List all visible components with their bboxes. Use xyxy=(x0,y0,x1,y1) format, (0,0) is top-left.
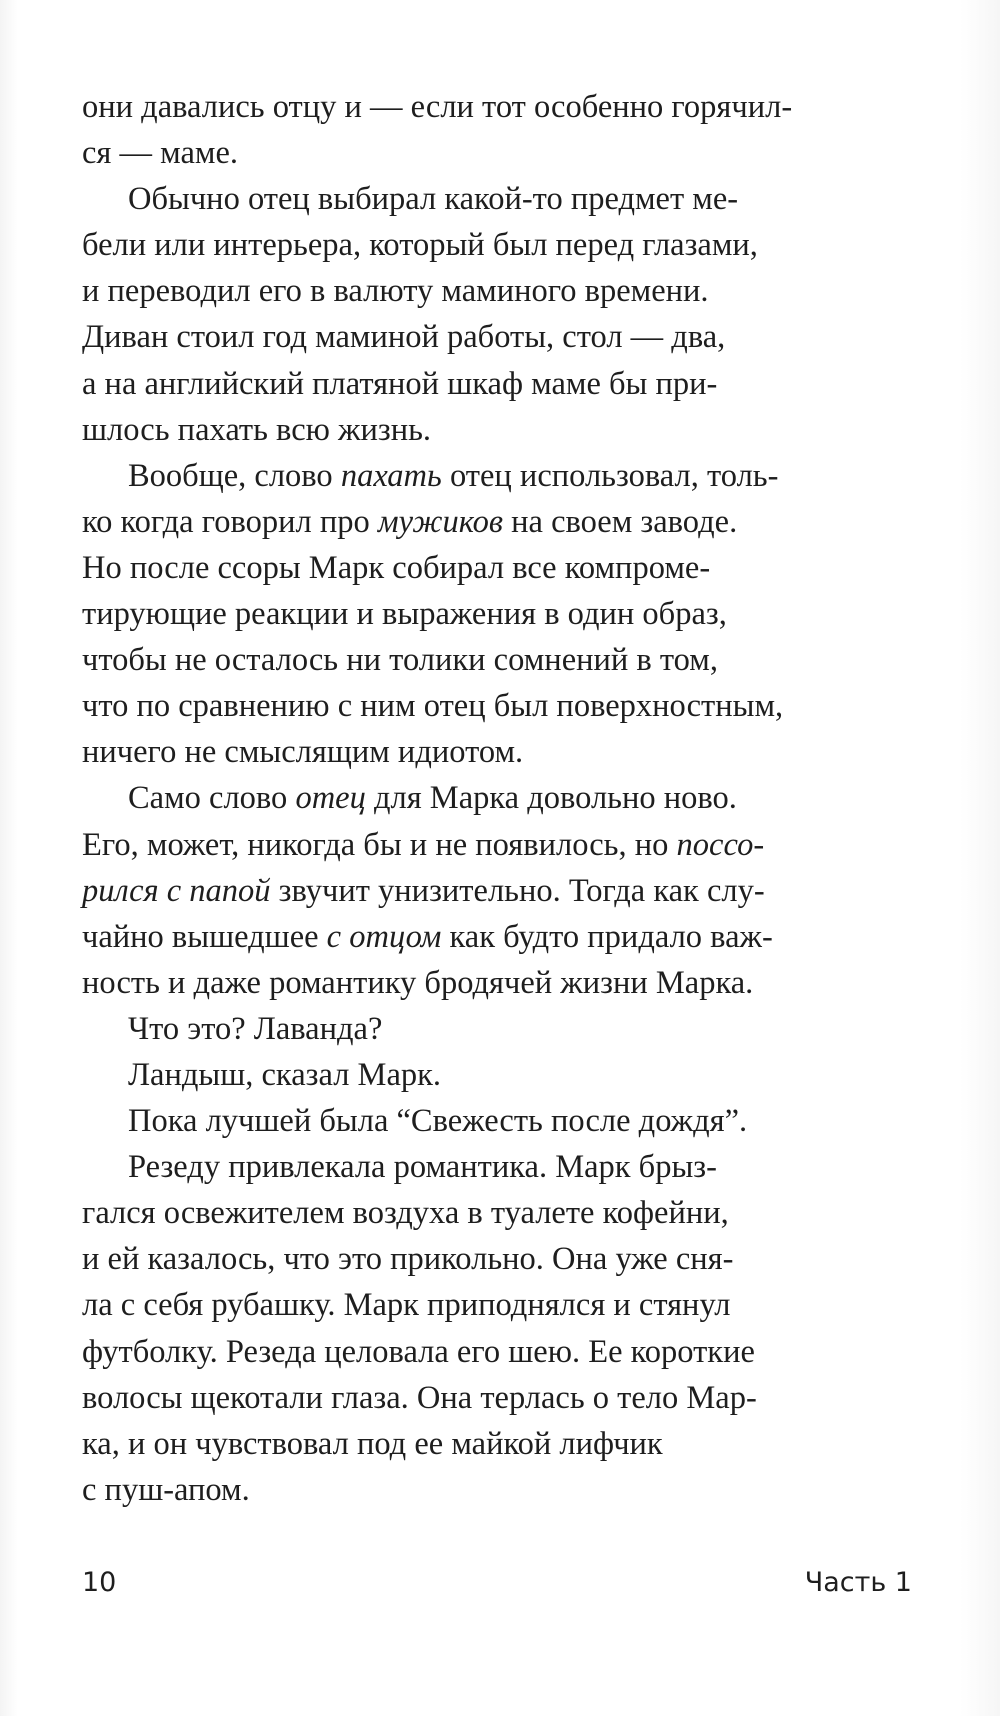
text-line: футболку. Резеда целовала его шею. Ее короткие xyxy=(82,1333,755,1370)
text-line: Резеду привлекала романтика. Марк брыз- xyxy=(128,1149,717,1186)
italic-text: пахать xyxy=(340,457,442,494)
text-line: бели или интерьера, который был перед глазами, xyxy=(82,227,758,264)
page-number: 10 xyxy=(82,1567,117,1598)
text-line: и переводил его в валюту маминого времени. xyxy=(82,273,709,310)
text-line: ничего не смыслящим идиотом. xyxy=(82,734,524,771)
text-line: и ей казалось, что это прикольно. Она уже сня- xyxy=(82,1241,734,1278)
text-line xyxy=(82,453,922,499)
text-run: Его, может, никогда бы и не появилось, но xyxy=(82,826,677,863)
text-run: ко когда говорил про xyxy=(82,503,378,540)
italic-text: мужиков xyxy=(377,503,504,540)
text-line: шлось пахать всю жизнь. xyxy=(82,411,432,448)
text-line: чтобы не осталось ни толики сомнений в том, xyxy=(82,642,718,679)
text-line: ность и даже романтику бродячей жизни Марка. xyxy=(82,964,754,1001)
text-line xyxy=(82,868,922,914)
text-run: звучит унизительно. Тогда как слу- xyxy=(270,872,765,909)
italic-text: с отцом xyxy=(326,918,442,955)
text-line: ся — маме. xyxy=(82,135,239,172)
body-text xyxy=(82,84,922,1513)
text-line: тирующие реакции и выражения в один образ, xyxy=(82,596,727,633)
text-line: что по сравнению с ним отец был поверхностным, xyxy=(82,688,784,725)
text-line: Диван стоил год маминой работы, стол — два, xyxy=(82,319,726,356)
text-line: Но после ссоры Марк собирал все компроме- xyxy=(82,549,711,586)
italic-text: поссо- xyxy=(676,826,765,863)
italic-text: отец xyxy=(295,780,366,817)
text-line xyxy=(82,499,922,545)
italic-text: рился с папой xyxy=(82,872,271,909)
text-run: Само слово xyxy=(128,780,296,817)
text-run: для Марка довольно ново. xyxy=(365,780,737,817)
text-line: они давались отцу и — если тот особенно горячил- xyxy=(82,89,793,125)
page-footer xyxy=(82,1567,912,1607)
text-line: а на английский платяной шкаф маме бы при- xyxy=(82,365,718,402)
text-run: чайно вышедшее xyxy=(82,918,327,955)
text-line: гался освежителем воздуха в туалете кофейни, xyxy=(82,1195,729,1232)
text-line xyxy=(82,822,922,868)
text-line xyxy=(82,775,922,821)
text-line: ла с себя рубашку. Марк приподнялся и стянул xyxy=(82,1287,731,1324)
text-line: волосы щекотали глаза. Она терлась о тело Мар- xyxy=(82,1379,757,1416)
section-label: Часть 1 xyxy=(804,1567,912,1598)
text-line: Ландыш, сказал Марк. xyxy=(128,1056,442,1093)
text-line: Обычно отец выбирал какой-то предмет ме- xyxy=(128,181,739,218)
text-line: Пока лучшей была “Свежесть после дождя”. xyxy=(128,1103,748,1140)
text-line: ка, и он чувствовал под ее майкой лифчик xyxy=(82,1425,663,1462)
text-run: отец использовал, толь- xyxy=(441,457,779,494)
text-run: Вообще, слово xyxy=(128,457,341,494)
text-run: как будто придало важ- xyxy=(441,918,773,955)
text-line xyxy=(82,914,922,960)
text-run: на своем заводе. xyxy=(503,503,738,540)
text-line: с пуш-апом. xyxy=(82,1471,250,1508)
text-line: Что это? Лаванда? xyxy=(128,1010,383,1047)
